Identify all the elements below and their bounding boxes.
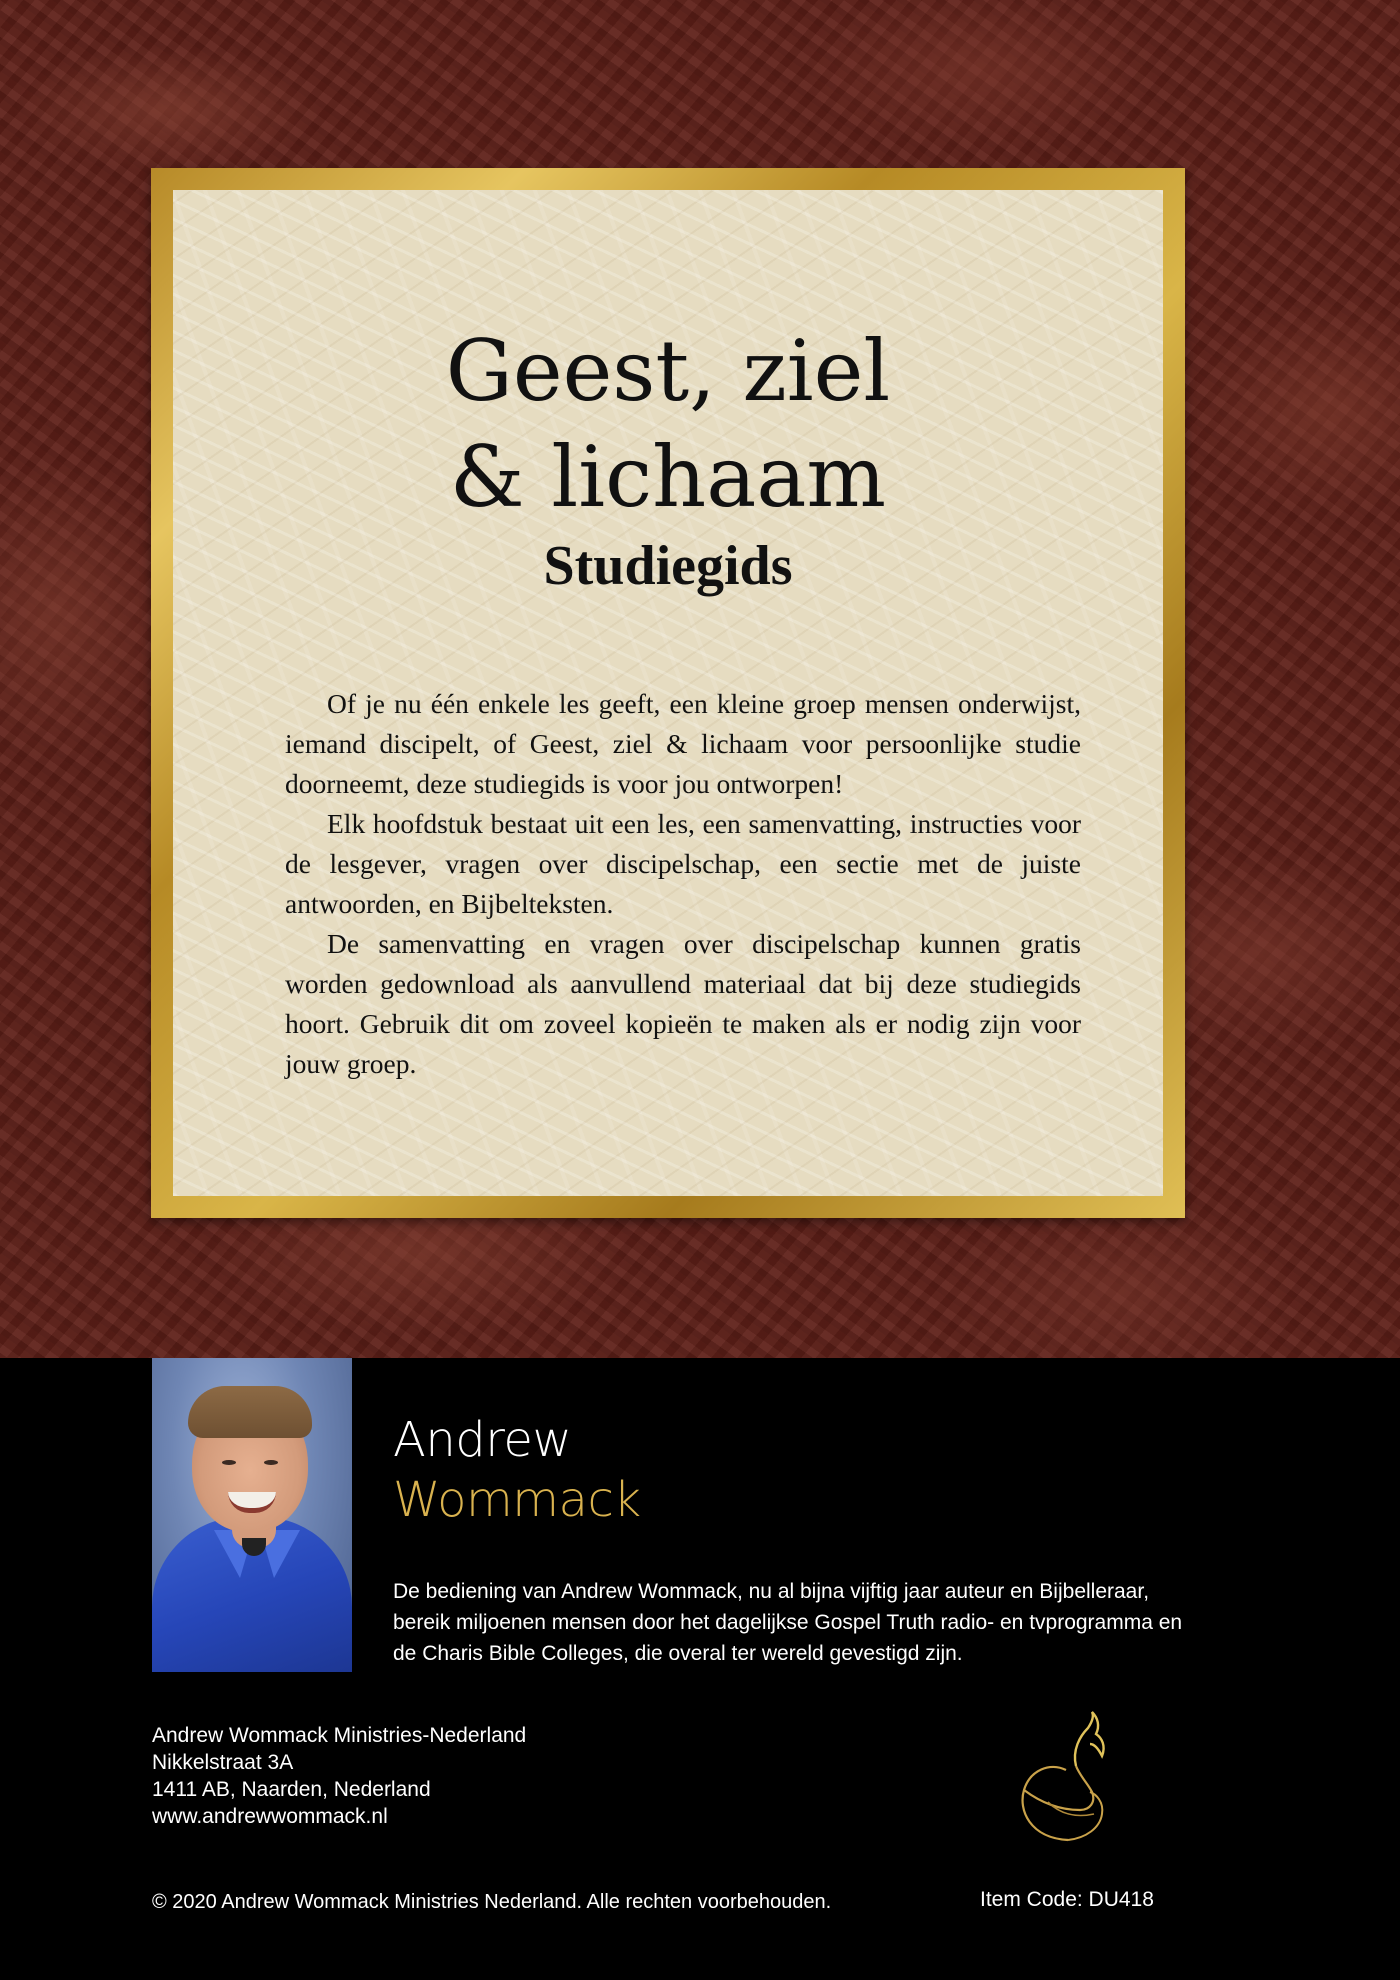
description-panel [173,190,1163,1196]
item-code: Item Code: DU418 [980,1888,1154,1911]
dove-logo-icon [1010,1710,1120,1845]
title-line-2: & lichaam [449,428,887,526]
gold-frame [151,168,1185,1218]
author-first-name: Andrew [393,1412,572,1468]
description-paragraph-1: Of je nu één enkele les geeft, een kleine groep mensen onderwijst, iemand discipelt, of Geest, ziel & lichaam voor persoonlijke studie doorneemt, deze studiegids is voor jou ontworpen! [285,688,1081,799]
author-photo [152,1358,352,1672]
publisher-website[interactable]: www.andrewwommack.nl [152,1805,388,1828]
publisher-address [152,1722,526,1830]
publisher-city: 1411 AB, Naarden, Nederland [152,1778,431,1801]
description-text [285,684,1081,1084]
copyright-notice: © 2020 Andrew Wommack Ministries Nederland. Alle rechten voorbehouden. [152,1891,832,1913]
book-title [173,318,1163,530]
book-subtitle: Studiegids [543,535,793,597]
description-paragraph-2: Elk hoofdstuk bestaat uit een les, een samenvatting, instructies voor de lesgever, vragen over discipelschap, een sectie met de juiste antwoorden, en Bijbelteksten. [285,808,1081,919]
publisher-street: Nikkelstraat 3A [152,1751,294,1774]
author-last-name: Wommack [393,1472,641,1528]
publisher-name: Andrew Wommack Ministries-Nederland [152,1724,527,1747]
title-line-1: Geest, ziel [445,322,891,420]
author-bio: De bediening van Andrew Wommack, nu al bijna vijftig jaar auteur en Bijbelleraar, bereik miljoenen mensen door het dagelijkse Gospel Truth radio- en tvprogramma en de Charis Bible Colleges, die overal ter wereld gevestigd zijn. [393,1580,1183,1665]
description-paragraph-3: De samenvatting en vragen over discipelschap kunnen gratis worden gedownload als aanvullend materiaal dat bij deze studiegids hoort. Gebruik dit om zoveel kopieën te maken als er nodig zijn voor jouw groep. [285,928,1081,1079]
